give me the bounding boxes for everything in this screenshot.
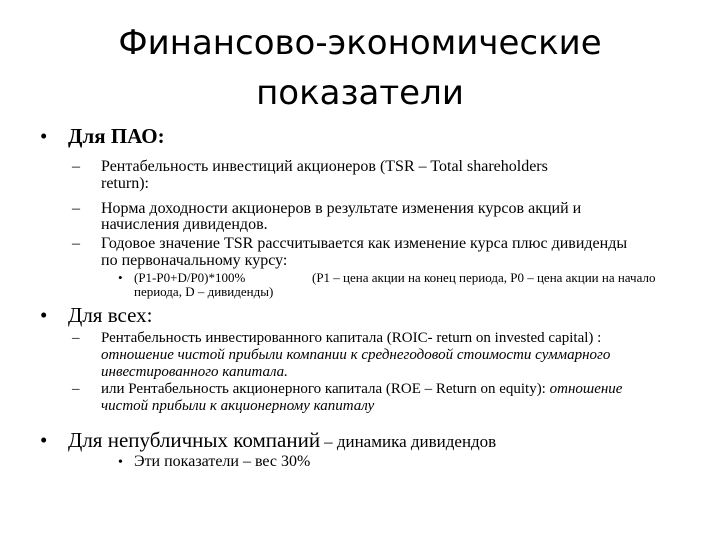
dash-marker: –: [72, 200, 80, 217]
roe-line-2: [101, 398, 374, 415]
dash-marker: –: [72, 330, 80, 346]
roe-definition-start: отношение: [549, 381, 623, 397]
formula-expression: (P1-P0+D/P0)*100%: [134, 270, 246, 285]
roic-definition-line-2: инвестированного капитала.: [101, 364, 288, 380]
formula-note-line-2: периода, D – дивиденды): [134, 284, 274, 299]
private-heading-text: Для непубличных компаний: [68, 428, 321, 452]
slide-title-line-1: Финансово-экономические: [118, 23, 602, 63]
dash-marker: –: [72, 235, 80, 252]
tsr-line-1: Рентабельность инвестиций акционеров (TSR – Total shareholders: [101, 158, 548, 175]
roic-line-1: Рентабельность инвестированного капитала (ROIC- return on invested capital) :: [101, 330, 602, 346]
weight-bullet: •: [118, 455, 123, 470]
section-heading-pao: Для ПАО:: [68, 124, 165, 148]
section-heading-all: Для всех:: [68, 303, 153, 327]
formula-note-line-1: (P1 – цена акции на конец периода, P0 – цена акции на начало: [312, 270, 656, 285]
roic-line-2: [101, 347, 610, 364]
yield-line-1: Норма доходности акционеров в результате изменения курсов акций и: [101, 200, 582, 217]
formula-line: [134, 270, 656, 285]
private-heading-suffix: – динамика дивидендов: [324, 432, 497, 451]
roe-definition-end: чистой прибыли к акционерному капиталу: [101, 398, 375, 414]
formula-bullet: •: [118, 270, 123, 285]
dash-marker: –: [72, 381, 80, 397]
section-bullet: •: [40, 303, 48, 327]
section-bullet: •: [40, 124, 48, 148]
yield-line-2: начисления дивидендов.: [101, 216, 268, 233]
tsr-line-2: return):: [101, 175, 149, 192]
roic-line-3: [101, 364, 288, 381]
roe-line-1: [101, 381, 622, 398]
roic-definition-line-1: отношение чистой прибыли компании к среднегодовой стоимости суммарного: [101, 347, 611, 363]
roe-label: или Рентабельность акционерного капитала (ROE – Return on equity):: [101, 381, 546, 397]
slide-title-line-2: показатели: [256, 73, 464, 113]
annual-tsr-line-1: Годовое значение TSR рассчитывается как изменение курса плюс дивиденды: [101, 235, 628, 252]
section-heading-private: [68, 428, 496, 453]
dash-marker: –: [72, 158, 80, 175]
section-bullet: •: [40, 428, 48, 452]
annual-tsr-line-2: по первоначальному курсу:: [101, 252, 288, 269]
weight-note: Эти показатели – вес 30%: [134, 453, 311, 470]
slide-title: [0, 18, 720, 118]
